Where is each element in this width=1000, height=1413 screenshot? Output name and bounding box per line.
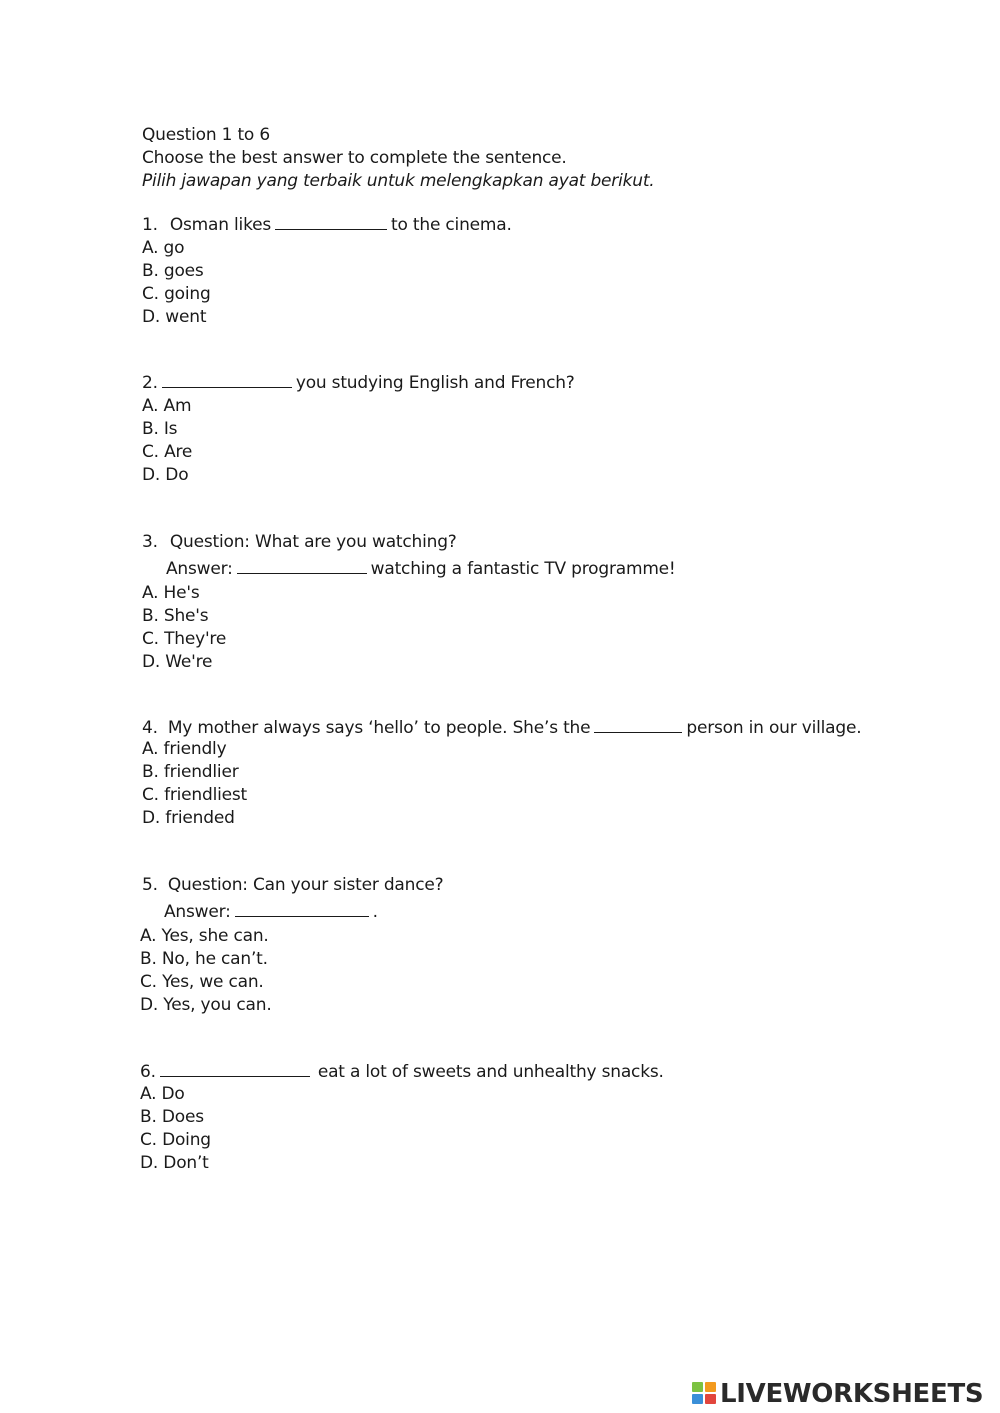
option-a[interactable]: A. He's <box>142 583 200 603</box>
option-d[interactable]: D. Do <box>142 465 189 485</box>
option-c[interactable]: C. Doing <box>140 1130 211 1150</box>
question-3 <box>142 531 457 553</box>
liveworksheets-logo-icon <box>692 1382 718 1406</box>
option-c[interactable]: C. going <box>142 284 211 304</box>
logo-cell-blue <box>692 1394 703 1404</box>
answer-label: Answer: <box>166 559 233 579</box>
answer-blank[interactable] <box>160 1061 310 1077</box>
option-b[interactable]: B. goes <box>142 261 204 281</box>
option-a[interactable]: A. Yes, she can. <box>140 926 269 946</box>
option-a[interactable]: A. Am <box>142 396 192 416</box>
option-d[interactable]: D. friended <box>142 808 235 828</box>
question-text: Question: Can your sister dance? <box>167 875 444 895</box>
question-text-after: you studying English and French? <box>295 373 575 393</box>
option-b[interactable]: B. No, he can’t. <box>140 949 268 969</box>
option-b[interactable]: B. Is <box>142 419 178 439</box>
answer-blank[interactable] <box>594 717 682 733</box>
question-2 <box>142 372 575 394</box>
question-1 <box>142 214 512 236</box>
question-number: 5. <box>142 875 158 895</box>
question-text: Question: What are you watching? <box>169 532 457 552</box>
question-text-before: My mother always says ‘hello’ to people. She’s the <box>167 718 591 738</box>
question-range-heading: Question 1 to 6 <box>142 125 270 145</box>
brand-name: LIVEWORKSHEETS <box>720 1379 984 1409</box>
logo-cell-green <box>692 1382 703 1392</box>
question-number: 6. <box>140 1062 156 1082</box>
answer-blank[interactable] <box>275 214 387 230</box>
question-5-answer-line <box>164 901 378 923</box>
instruction-english: Choose the best answer to complete the sentence. <box>142 148 567 168</box>
option-b[interactable]: B. friendlier <box>142 762 239 782</box>
liveworksheets-logo <box>692 1379 983 1409</box>
question-6 <box>140 1061 664 1083</box>
option-a[interactable]: A. friendly <box>142 739 227 759</box>
option-a[interactable]: A. go <box>142 238 185 258</box>
option-d[interactable]: D. We're <box>142 652 213 672</box>
option-c[interactable]: C. Are <box>142 442 193 462</box>
question-text-after: person in our village. <box>686 718 862 738</box>
question-text-after: to the cinema. <box>391 215 512 235</box>
instruction-malay: Pilih jawapan yang terbaik untuk melengkapkan ayat berikut. <box>142 171 655 191</box>
question-4 <box>142 717 861 739</box>
option-d[interactable]: D. went <box>142 307 207 327</box>
option-c[interactable]: C. friendliest <box>142 785 248 805</box>
question-text-after: . <box>372 902 378 922</box>
option-c[interactable]: C. They're <box>142 629 227 649</box>
question-text-after: eat a lot of sweets and unhealthy snacks. <box>317 1062 664 1082</box>
question-number: 3. <box>142 532 158 552</box>
option-a[interactable]: A. Do <box>140 1084 185 1104</box>
option-d[interactable]: D. Yes, you can. <box>140 995 272 1015</box>
answer-blank[interactable] <box>237 558 367 574</box>
answer-blank[interactable] <box>235 901 369 917</box>
question-text-before: Osman likes <box>169 215 272 235</box>
question-text-after: watching a fantastic TV programme! <box>370 559 676 579</box>
option-b[interactable]: B. Does <box>140 1107 204 1127</box>
question-number: 4. <box>142 718 158 738</box>
logo-cell-red <box>705 1394 716 1404</box>
question-number: 2. <box>142 373 158 393</box>
answer-blank[interactable] <box>162 372 292 388</box>
question-3-answer-line <box>166 558 676 580</box>
logo-cell-orange <box>705 1382 716 1392</box>
option-b[interactable]: B. She's <box>142 606 209 626</box>
option-d[interactable]: D. Don’t <box>140 1153 209 1173</box>
question-5 <box>142 874 443 896</box>
question-number: 1. <box>142 215 158 235</box>
answer-label: Answer: <box>164 902 231 922</box>
option-c[interactable]: C. Yes, we can. <box>140 972 264 992</box>
